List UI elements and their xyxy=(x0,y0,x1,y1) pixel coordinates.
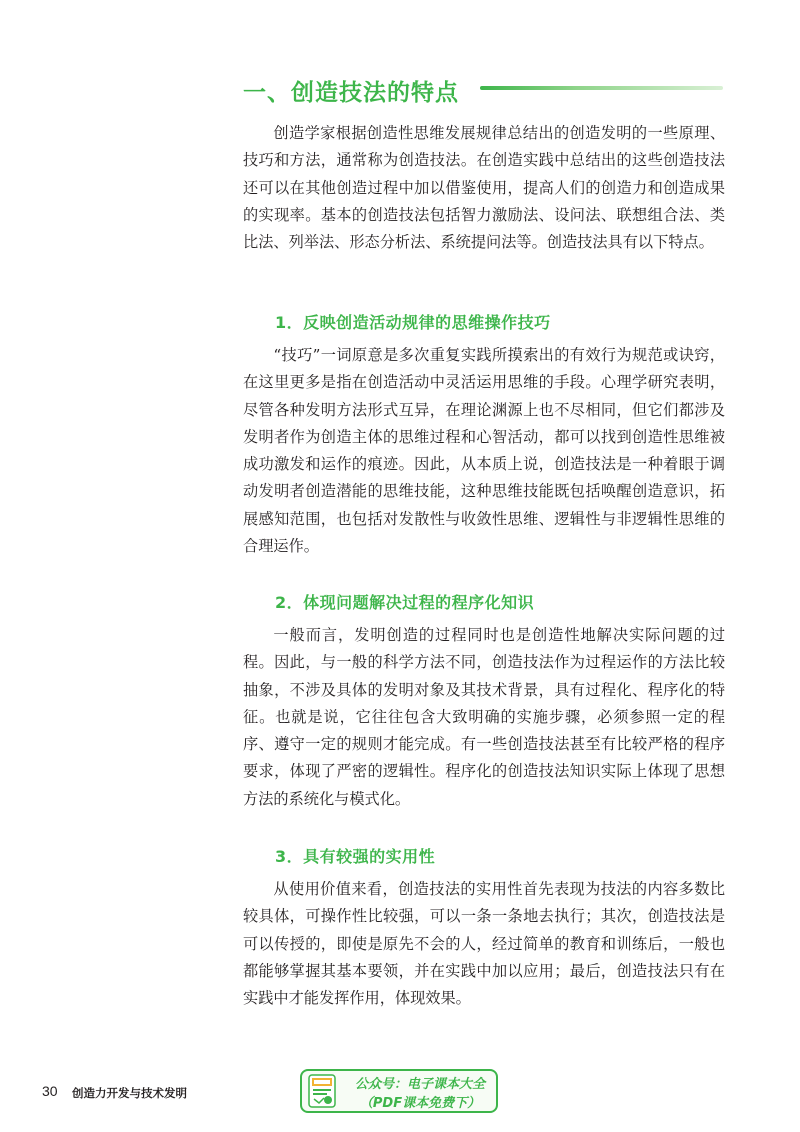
section-heading-row xyxy=(243,74,723,104)
point-1-paragraph: “技巧”一词原意是多次重复实践所摸索出的有效行为规范或诀窍，在这里更多是指在创造活动中灵活运用思维的手段。心理学研究表明，尽管各种发明方法形式互异，在理论渊源上也不尽相同，但它们都涉及发明者作为创造主体的思维过程和心智活动，都可以找到创造性思维被成功激发和运作的痕迹。因此，从本质上说，创造技法是一种着眼于调动发明者创造潜能的思维技能，这种思维技能既包括唤醒创造意识，拓展感知范围，也包括对发散性与收敛性思维、逻辑性与非逻辑性思维的合理运作。 xyxy=(243,346,725,556)
point-3-heading: 3．具有较强的实用性 xyxy=(275,847,436,866)
title-underline-rule xyxy=(480,86,723,90)
point-2-heading: 2．体现问题解决过程的程序化知识 xyxy=(275,593,535,612)
point-1-heading: 1．反映创造活动规律的思维操作技巧 xyxy=(275,313,551,332)
badge-line-1: 公众号：电子课本大全 xyxy=(354,1077,485,1092)
intro-paragraph: 创造学家根据创造性思维发展规律总结出的创造发明的一些原理、技巧和方法，通常称为创造技法。在创造实践中总结出的这些创造技法还可以在其他创造过程中加以借鉴使用，提高人们的创造力和创造成果的实现率。基本的创造技法包括智力激励法、设问法、联想组合法、类比法、列举法、形态分析法、系统提问法等。创造技法具有以下特点。 xyxy=(243,124,725,252)
badge-line-2: （PDF课本免费下） xyxy=(359,1096,481,1111)
page-number: 30 xyxy=(42,1083,58,1099)
wechat-badge[interactable] xyxy=(300,1069,498,1113)
point-3-paragraph: 从使用价值来看，创造技法的实用性首先表现为技法的内容多数比较具体，可操作性比较强，可以一条一条地去执行；其次，创造技法是可以传授的，即使是原先不会的人，经过简单的教育和训练后，一般也都能够掌握其基本要领，并在实践中加以应用；最后，创造技法只有在实践中才能发挥作用，体现效果。 xyxy=(243,880,725,1008)
book-title: 创造力开发与技术发明 xyxy=(72,1086,187,1100)
book-logo-icon xyxy=(308,1074,336,1108)
section-title: 一、创造技法的特点 xyxy=(243,80,459,106)
point-2-paragraph: 一般而言，发明创造的过程同时也是创造性地解决实际问题的过程。因此，与一般的科学方法不同，创造技法作为过程运作的方法比较抽象，不涉及具体的发明对象及其技术背景，具有过程化、程序化的特征。也就是说，它往往包含大致明确的实施步骤，必须参照一定的程序、遵守一定的规则才能完成。有一些创造技法甚至有比较严格的程序要求，体现了严密的逻辑性。程序化的创造技法知识实际上体现了思想方法的系统化与模式化。 xyxy=(243,626,725,808)
